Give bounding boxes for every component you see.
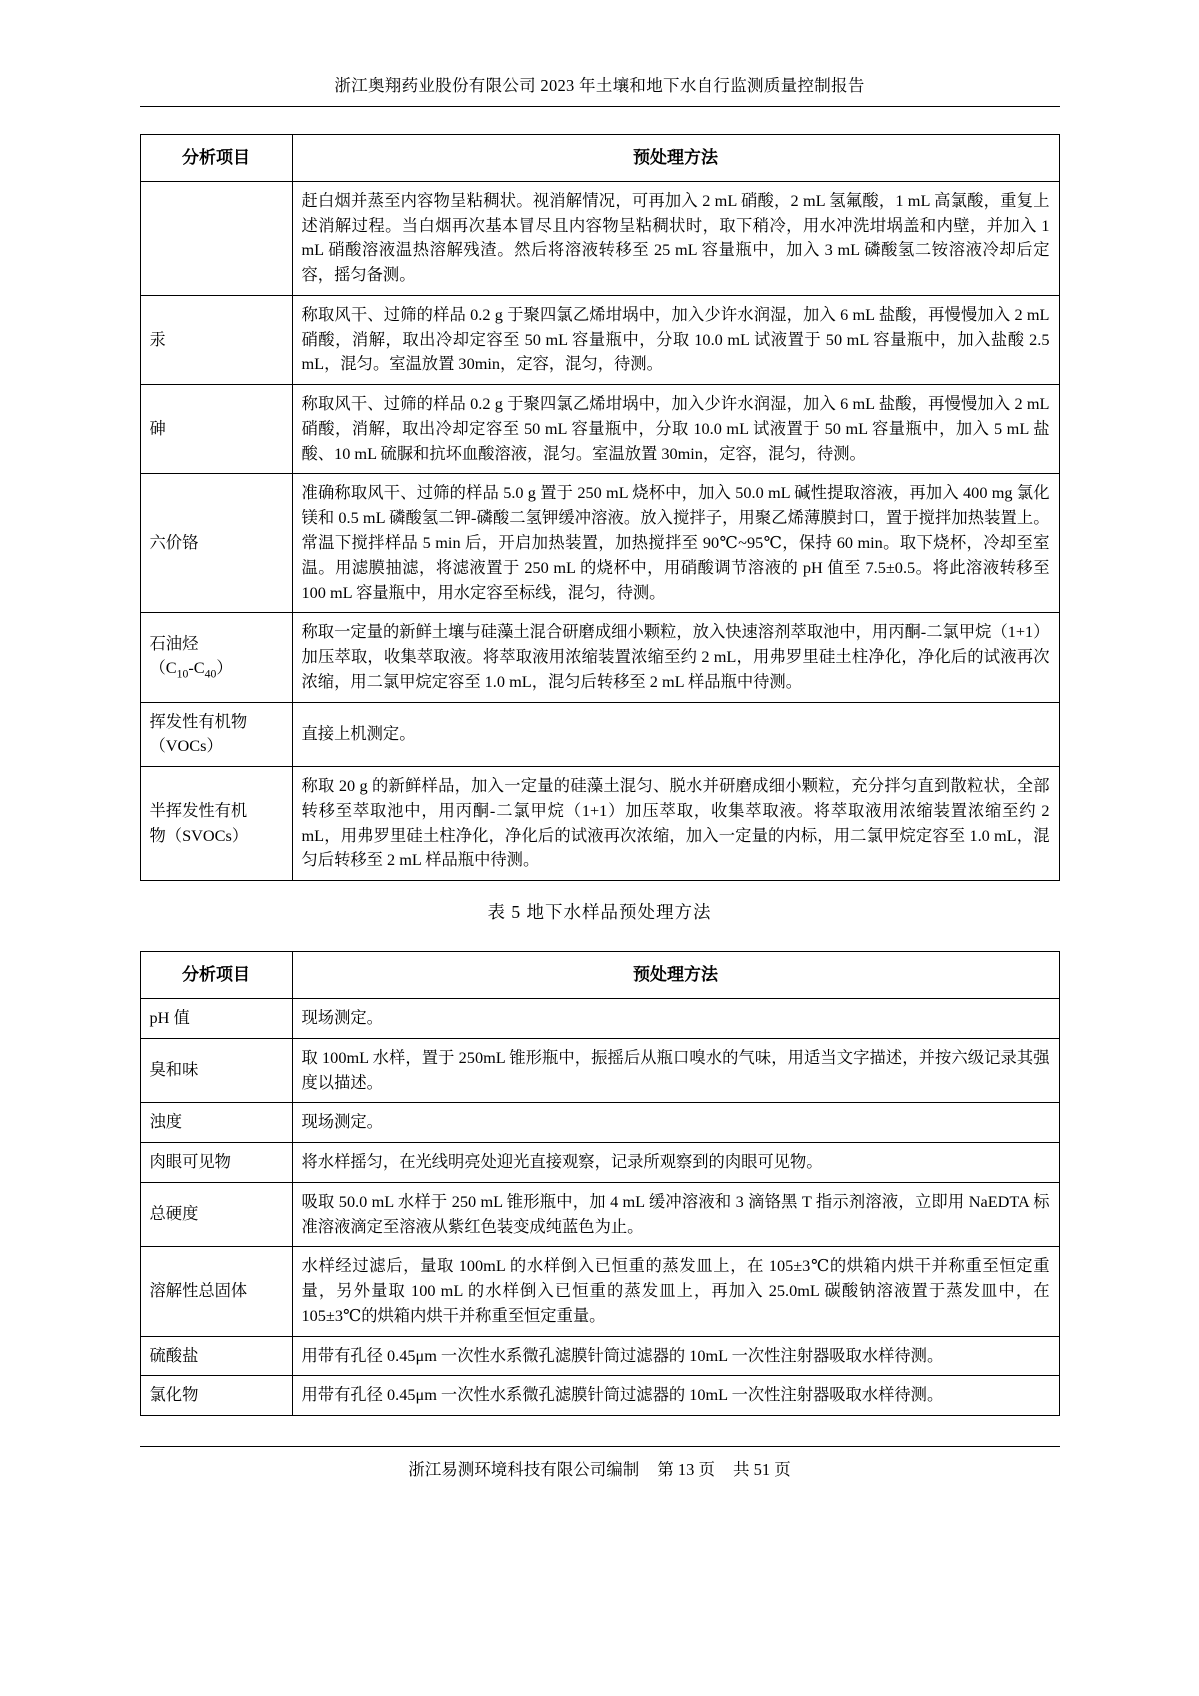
cell-item: 溶解性总固体: [140, 1247, 292, 1336]
table-row: [140, 999, 1059, 1039]
cell-item-line2: $(C_{10}-C_{40})$: [149, 658, 233, 681]
cell-item: [140, 181, 292, 295]
table-row: [140, 702, 1059, 767]
table-row: [140, 1336, 1059, 1376]
table-header-row: [140, 952, 1059, 999]
cell-item: 氯化物: [140, 1376, 292, 1416]
footer-total-pages: 共 51 页: [733, 1460, 791, 1480]
cell-method: 直接上机测定。: [292, 702, 1059, 767]
groundwater-pretreatment-table: [140, 951, 1060, 1416]
table-row: [140, 767, 1059, 881]
cell-method: 称取一定量的新鲜土壤与硅藻土混合研磨成细小颗粒，放入快速溶剂萃取池中，用丙酮-二氯甲烷（1+1）加压萃取，收集萃取液。将萃取液用浓缩装置浓缩至约 2 mL，用弗罗里硅土柱净化，净化后的试液再次浓缩，用二氯甲烷定容至 1.0 mL，混匀后转移至 2 mL 样品瓶中待测。: [292, 613, 1059, 702]
cell-item: [140, 767, 292, 881]
cell-method: 现场测定。: [292, 999, 1059, 1039]
footer-company: 浙江易测环境科技有限公司编制: [408, 1460, 640, 1480]
cell-method: 将水样摇匀，在光线明亮处迎光直接观察，记录所观察到的肉眼可见物。: [292, 1143, 1059, 1183]
footer-page-number: 第 13 页: [657, 1460, 715, 1480]
table-row: [140, 295, 1059, 384]
cell-item: 臭和味: [140, 1038, 292, 1103]
column-header-item: 分析项目: [140, 952, 292, 999]
cell-method: 称取 20 g 的新鲜样品，加入一定量的硅藻土混匀、脱水并研磨成细小颗粒，充分拌匀直到散粒状，全部转移至萃取池中，用丙酮-二氯甲烷（1+1）加压萃取，收集萃取液。将萃取液用浓缩装置浓缩至约 2 mL，用弗罗里硅土柱净化，净化后的试液再次浓缩，加入一定量的内标，用二氯甲烷定容至 1.0 mL，混匀后转移至 2 mL 样品瓶中待测。: [292, 767, 1059, 881]
page-header: [140, 0, 1060, 107]
table-row: [140, 1376, 1059, 1416]
table-row: [140, 1247, 1059, 1336]
cell-item-line2: 物（SVOCs）: [149, 825, 249, 845]
cell-item: 浊度: [140, 1103, 292, 1143]
header-title: 浙江奥翔药业股份有限公司 2023 年土壤和地下水自行监测质量控制报告: [334, 76, 865, 95]
cell-method: 用带有孔径 0.45μm 一次性水系微孔滤膜针筒过滤器的 10mL 一次性注射器吸取水样待测。: [292, 1376, 1059, 1416]
column-header-method: 预处理方法: [292, 135, 1059, 182]
table-row: [140, 1143, 1059, 1183]
cell-method: 准确称取风干、过筛的样品 5.0 g 置于 250 mL 烧杯中，加入 50.0 mL 碱性提取溶液，再加入 400 mg 氯化镁和 0.5 mL 磷酸氢二钾-磷酸二氢钾缓冲溶液。放入搅拌子，用聚乙烯薄膜封口，置于搅拌加热装置上。常温下搅拌样品 5 min 后，开启加热装置，加热搅拌至 90℃~95℃，保持 60 min。取下烧杯，冷却至室温。用滤膜抽滤，将滤液置于 250 mL 的烧杯中，用硝酸调节溶液的 pH 值至 7.5±0.5。将此溶液转移至 100 mL 容量瓶中，用水定容至标线，混匀，待测。: [292, 474, 1059, 613]
cell-item: pH 值: [140, 999, 292, 1039]
table-row: [140, 181, 1059, 295]
cell-method: 称取风干、过筛的样品 0.2 g 于聚四氯乙烯坩埚中，加入少许水润湿，加入 6 mL 盐酸，再慢慢加入 2 mL 硝酸，消解，取出冷却定容至 50 mL 容量瓶中，分取 10.0 mL 试液置于 50 mL 容量瓶中，加入 5 mL 盐酸、10 mL 硫脲和抗坏血酸溶液，混匀。室温放置 30min，定容，混匀，待测。: [292, 385, 1059, 474]
cell-method: 吸取 50.0 mL 水样于 250 mL 锥形瓶中，加 4 mL 缓冲溶液和 3 滴铬黑 T 指示剂溶液，立即用 NaEDTA 标准溶液滴定至溶液从紫红色装变成纯蓝色为止。: [292, 1182, 1059, 1247]
cell-item-line1: 半挥发性有机: [149, 800, 248, 820]
cell-item: 肉眼可见物: [140, 1143, 292, 1183]
cell-item-line2: （VOCs）: [149, 736, 223, 756]
table-header-row: [140, 135, 1059, 182]
column-header-method: 预处理方法: [292, 952, 1059, 999]
page-content: [140, 134, 1060, 1416]
table-row: [140, 474, 1059, 613]
table-row: [140, 1103, 1059, 1143]
page-footer: [140, 1446, 1060, 1480]
cell-method: 现场测定。: [292, 1103, 1059, 1143]
cell-item-line1: 挥发性有机物: [149, 711, 248, 731]
cell-method: 取 100mL 水样，置于 250mL 锥形瓶中，振摇后从瓶口嗅水的气味，用适当文字描述，并按六级记录其强度以描述。: [292, 1038, 1059, 1103]
table-row: [140, 1182, 1059, 1247]
cell-item: 砷: [140, 385, 292, 474]
table-row: [140, 1038, 1059, 1103]
cell-method: 用带有孔径 0.45μm 一次性水系微孔滤膜针筒过滤器的 10mL 一次性注射器吸取水样待测。: [292, 1336, 1059, 1376]
cell-item: 硫酸盐: [140, 1336, 292, 1376]
soil-pretreatment-table: [140, 134, 1060, 881]
cell-method: 称取风干、过筛的样品 0.2 g 于聚四氯乙烯坩埚中，加入少许水润湿，加入 6 mL 盐酸，再慢慢加入 2 mL 硝酸，消解，取出冷却定容至 50 mL 容量瓶中，分取 10.0 mL 试液置于 50 mL 容量瓶中，加入盐酸 2.5 mL，混匀。室温放置 30min，定容，混匀，待测。: [292, 295, 1059, 384]
cell-item: 六价铬: [140, 474, 292, 613]
cell-item: [140, 702, 292, 767]
table-row: [140, 613, 1059, 702]
cell-method: 赶白烟并蒸至内容物呈粘稠状。视消解情况，可再加入 2 mL 硝酸，2 mL 氢氟酸，1 mL 高氯酸，重复上述消解过程。当白烟再次基本冒尽且内容物呈粘稠状时，取下稍冷，用水冲洗坩埚盖和内壁，并加入 1 mL 硝酸溶液温热溶解残渣。然后将溶液转移至 25 mL 容量瓶中，加入 3 mL 磷酸氢二铵溶液冷却后定容，摇匀备测。: [292, 181, 1059, 295]
table-caption: 表 5 地下水样品预处理方法: [487, 902, 712, 923]
cell-item: 汞: [140, 295, 292, 384]
cell-item-line1: 石油烃: [149, 633, 199, 653]
table-row: [140, 385, 1059, 474]
column-header-item: 分析项目: [140, 135, 292, 182]
cell-item: [140, 613, 292, 702]
cell-item: 总硬度: [140, 1182, 292, 1247]
cell-method: 水样经过滤后，量取 100mL 的水样倒入已恒重的蒸发皿上，在 105±3℃的烘箱内烘干并称重至恒定重量，另外量取 100 mL 的水样倒入已恒重的蒸发皿上，再加入 25.0mL 碳酸钠溶液置于蒸发皿中，在 105±3℃的烘箱内烘干并称重至恒定重量。: [292, 1247, 1059, 1336]
